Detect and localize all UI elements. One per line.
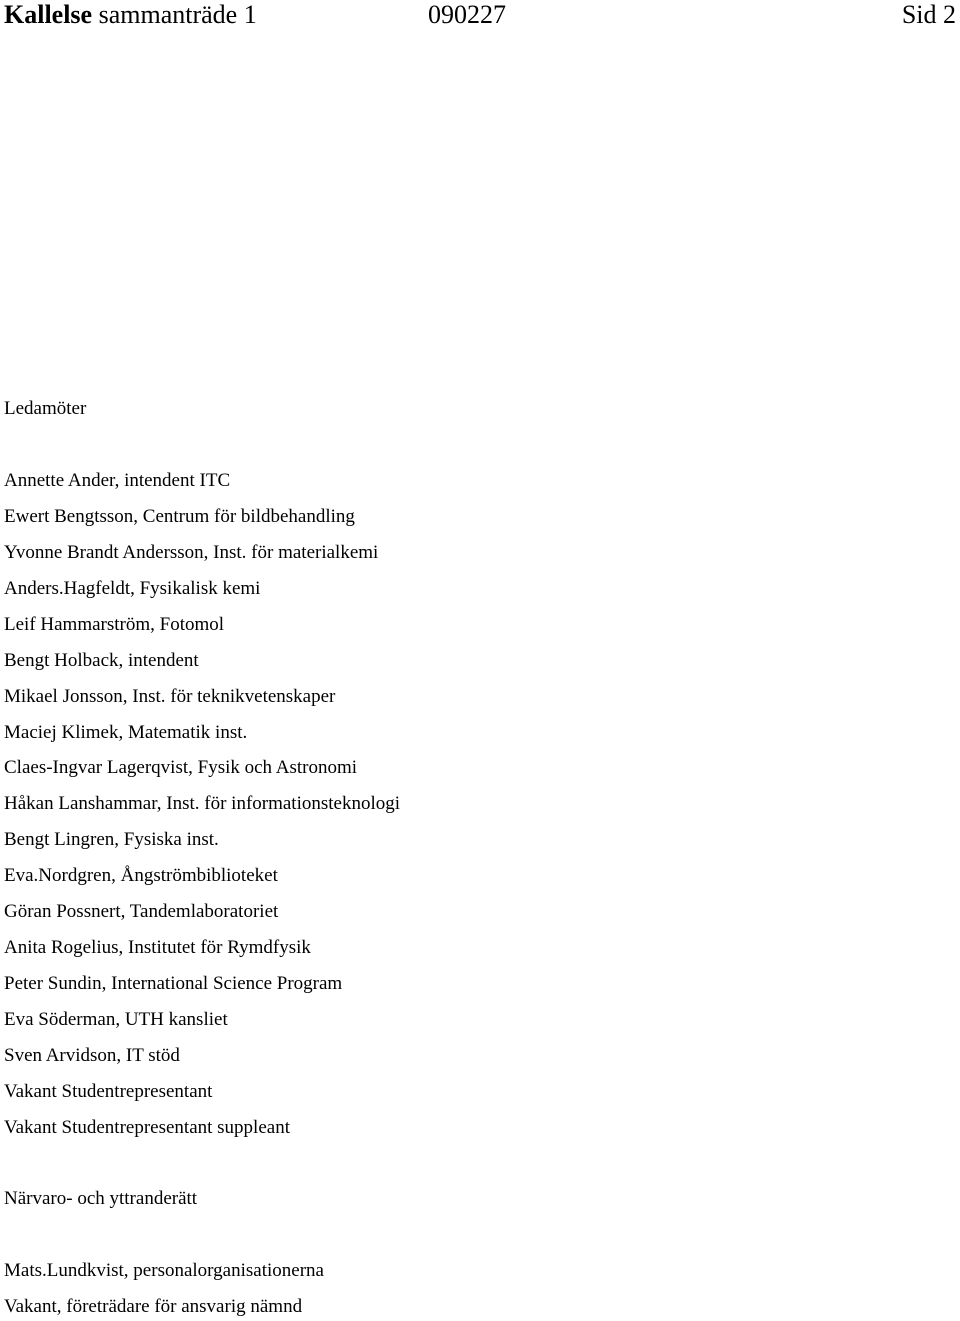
attendee-item: Vakant, företrädare för ansvarig nämnd: [4, 1296, 303, 1317]
member-item: Håkan Lanshammar, Inst. för informationsteknologi: [4, 793, 401, 814]
member-item: Leif Hammarström, Fotomol: [4, 614, 225, 635]
member-item: Peter Sundin, International Science Program: [4, 973, 343, 994]
document-date: 090227: [428, 0, 506, 29]
document-title: [4, 0, 257, 30]
member-item: Bengt Lingren, Fysiska inst.: [4, 829, 219, 850]
member-item: Anita Rogelius, Institutet för Rymdfysik: [4, 937, 311, 958]
narvaro-heading: Närvaro- och yttranderätt: [4, 1188, 198, 1209]
member-item: Annette Ander, intendent ITC: [4, 470, 231, 491]
document-title-rest: sammanträde 1: [92, 0, 257, 29]
member-item: Anders.Hagfeldt, Fysikalisk kemi: [4, 578, 261, 599]
member-item: Bengt Holback, intendent: [4, 650, 199, 671]
page-number: Sid 2: [901, 0, 956, 29]
page-header: [0, 0, 960, 30]
member-item: Ewert Bengtsson, Centrum för bildbehandling: [4, 506, 355, 527]
member-item: Maciej Klimek, Matematik inst.: [4, 722, 248, 743]
ledamoter-heading: Ledamöter: [4, 398, 87, 419]
member-item: Yvonne Brandt Andersson, Inst. för materialkemi: [4, 542, 379, 563]
member-item: Eva Söderman, UTH kansliet: [4, 1009, 228, 1030]
document-title-bold: Kallelse: [4, 0, 93, 29]
attendee-item: Mats.Lundkvist, personalorganisationerna: [4, 1260, 324, 1281]
member-item: Claes-Ingvar Lagerqvist, Fysik och Astronomi: [4, 757, 358, 778]
member-item: Eva.Nordgren, Ångströmbiblioteket: [4, 865, 278, 886]
member-item: Mikael Jonsson, Inst. för teknikvetenskaper: [4, 686, 336, 707]
member-item: Göran Possnert, Tandemlaboratoriet: [4, 901, 279, 922]
member-item: Vakant Studentrepresentant: [4, 1081, 213, 1102]
member-item: Vakant Studentrepresentant suppleant: [4, 1117, 290, 1138]
member-item: Sven Arvidson, IT stöd: [4, 1045, 180, 1066]
